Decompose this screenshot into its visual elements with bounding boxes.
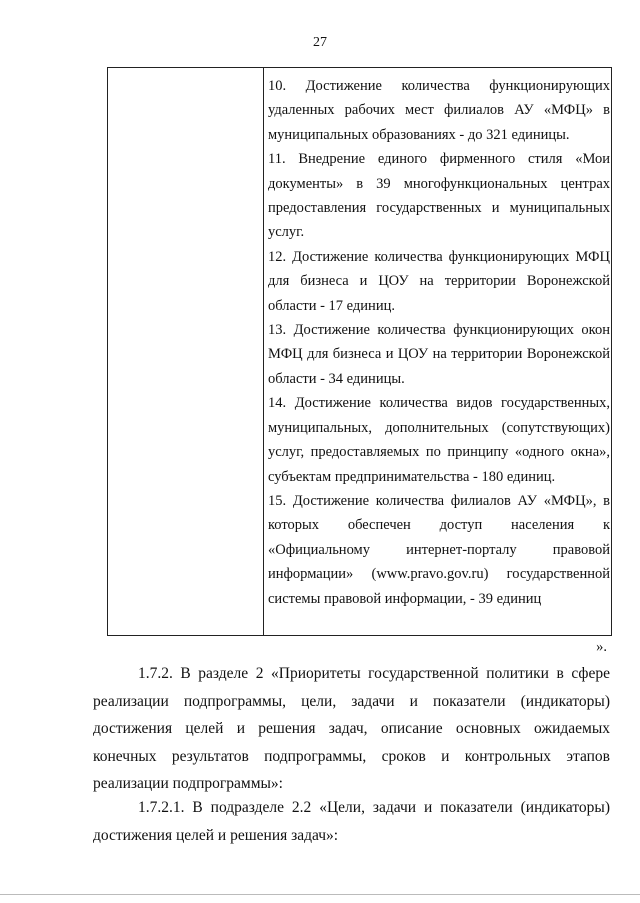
paragraph-1-7-2-1: 1.7.2.1. В подразделе 2.2 «Цели, задачи и показатели (индикаторы) достижения целей и решения задач»: [93,799,610,844]
column-divider [263,68,264,635]
continuation-table [107,67,612,636]
paragraph-1-7-2: 1.7.2. В разделе 2 «Приоритеты государственной политики в сфере реализации подпрограммы, цели, задачи и показатели (индикаторы) достижения целей и решения задач, описание основных ожидаемых конечных результатов подпрограммы, сроков и контрольных этапов реализации подпрограммы»: [93,665,610,792]
bottom-rule [0,894,640,895]
indicator-item-14: 14. Достижение количества видов государственных, муниципальных, дополнительных (сопутствующих) услуг, предоставляемых по принципу «одного окна», субъектам предпринимательства - 180 единиц. [268,395,610,485]
page-number: 27 [313,35,327,50]
indicator-item-15: 15. Достижение количества филиалов АУ «МФЦ», в которых обеспечен доступ населения к «Официальному интернет-порталу правовой информации» (www.pravo.gov.ru) государственной системы правовой информации, - 39 единиц [268,492,610,607]
indicator-item-13: 13. Достижение количества функционирующих окон МФЦ для бизнеса и ЦОУ на территории Воронежской области - 34 единицы. [268,322,610,387]
indicator-item-12: 12. Достижение количества функционирующих МФЦ для бизнеса и ЦОУ на территории Воронежской области - 17 единиц. [268,248,610,314]
closing-quote: ». [596,639,607,655]
indicator-item-11: 11. Внедрение единого фирменного стиля «Мои документы» в 39 многофункциональных центрах предоставления государственных и муниципальных услуг. [268,151,610,241]
indicator-item-10: 10. Достижение количества функционирующих удаленных рабочих мест филиалов АУ «МФЦ» в муниципальных образованиях - до 321 единицы. [268,78,610,143]
indicators-cell [268,74,610,611]
